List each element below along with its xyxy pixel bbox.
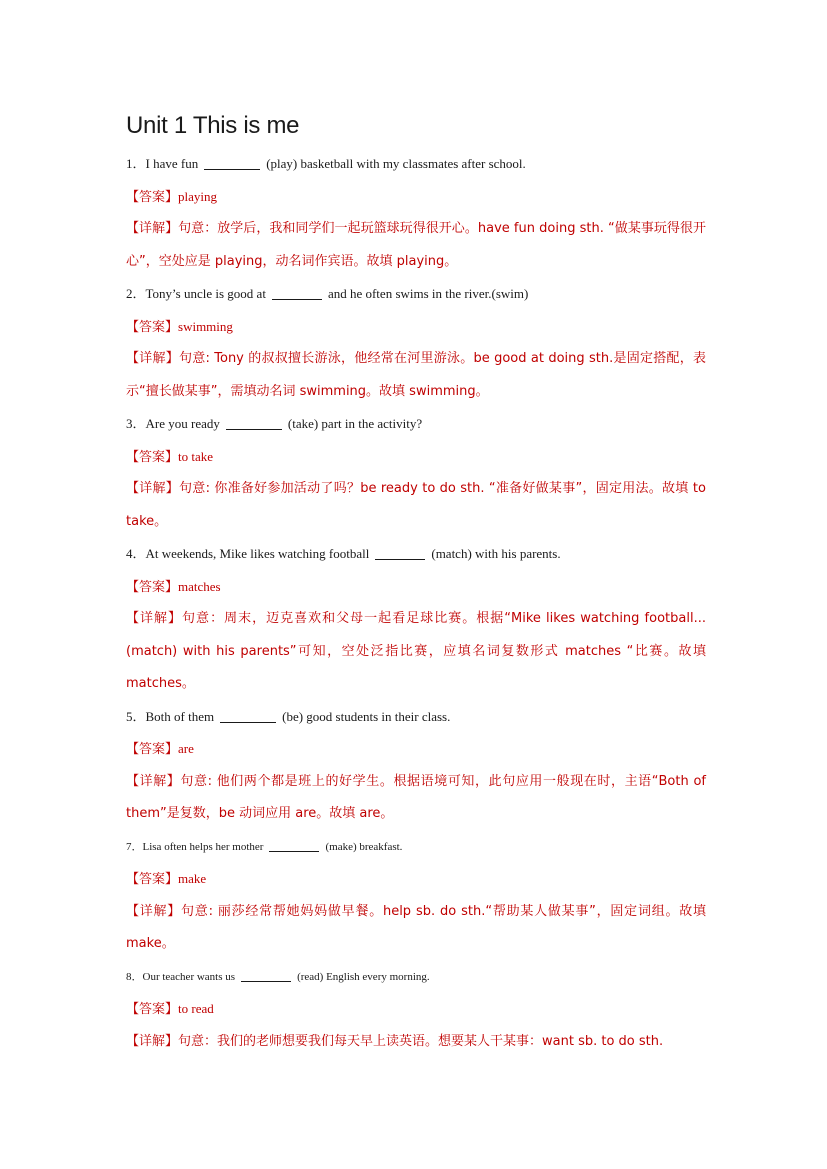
detail-tag: 【详解】 bbox=[126, 903, 182, 919]
question-text-before: I have fun bbox=[145, 156, 199, 171]
answer-3 bbox=[126, 441, 706, 474]
detail-text: 句意: 丽莎经常帮她妈妈做早餐。help sb. do sth.“帮助某人做某事”，固定词组。故填 make。 bbox=[126, 903, 706, 951]
question-text-before: Our teacher wants us bbox=[142, 970, 236, 983]
answer-blank bbox=[269, 837, 319, 852]
answer-blank bbox=[220, 708, 276, 723]
question-number: 8． bbox=[126, 970, 143, 983]
detail-5 bbox=[126, 766, 706, 831]
detail-tag: 【详解】 bbox=[126, 1033, 179, 1049]
question-text-before: Are you ready bbox=[145, 416, 220, 431]
detail-8 bbox=[126, 1026, 706, 1059]
answer-tag: 【答案】 bbox=[126, 872, 179, 887]
detail-3 bbox=[126, 473, 706, 538]
answer-value: to read bbox=[178, 1001, 214, 1016]
answer-blank bbox=[375, 545, 425, 560]
unit-title: Unit 1 This is me bbox=[126, 110, 706, 142]
answer-value: matches bbox=[178, 578, 221, 594]
detail-text: 句意：周末，迈克喜欢和父母一起看足球比赛。根据“Mike likes watching football...(match) with his parents”可知，空处泛指比赛，应填名词复数形式 matches “比赛。故填 matches。 bbox=[126, 611, 706, 691]
question-number: 2． bbox=[126, 286, 146, 301]
detail-2 bbox=[126, 343, 706, 408]
question-number: 4． bbox=[126, 546, 146, 561]
answer-1 bbox=[126, 181, 706, 214]
question-8 bbox=[126, 961, 706, 994]
question-text-after: and he often swims in the river.(swim) bbox=[327, 286, 529, 301]
answer-value: make bbox=[178, 871, 207, 886]
answer-tag: 【答案】 bbox=[126, 319, 179, 335]
detail-1 bbox=[126, 213, 706, 278]
question-number: 1． bbox=[126, 156, 146, 171]
answer-value: are bbox=[178, 741, 194, 756]
detail-tag: 【详解】 bbox=[126, 773, 181, 789]
question-text-before: Lisa often helps her mother bbox=[142, 840, 264, 853]
answer-tag: 【答案】 bbox=[126, 579, 179, 595]
answer-tag: 【答案】 bbox=[126, 189, 179, 205]
detail-7 bbox=[126, 896, 706, 961]
question-text-before: Both of them bbox=[145, 708, 215, 724]
answer-value: to take bbox=[178, 448, 214, 464]
answer-blank bbox=[272, 285, 322, 300]
document-page bbox=[126, 110, 706, 1058]
detail-text: 句意：我们的老师想要我们每天早上读英语。想要某人干某事：want sb. to do sth. bbox=[178, 1033, 664, 1049]
answer-4 bbox=[126, 571, 706, 604]
question-text-before: Tony’s uncle is good at bbox=[145, 286, 266, 301]
question-5 bbox=[126, 701, 706, 734]
detail-tag: 【详解】 bbox=[126, 611, 183, 626]
question-1 bbox=[126, 148, 706, 181]
question-text-after: (make) breakfast. bbox=[325, 840, 403, 853]
question-number: 3． bbox=[126, 416, 146, 431]
detail-text: 句意: Tony 的叔叔擅长游泳，他经常在河里游泳。be good at doing sth.是固定搭配，表示“擅长做某事”，需填动名词 swimming。故填 swimming。 bbox=[126, 351, 706, 399]
question-text-after: (take) part in the activity? bbox=[287, 416, 423, 431]
detail-tag: 【详解】 bbox=[126, 481, 180, 496]
answer-blank bbox=[204, 155, 260, 170]
detail-text: 句意: 他们两个都是班上的好学生。根据语境可知，此句应用一般现在时，主语“Both of them”是复数，be 动词应用 are。故填 are。 bbox=[126, 773, 706, 821]
question-3 bbox=[126, 408, 706, 441]
question-text-after: (match) with his parents. bbox=[431, 546, 561, 561]
answer-5 bbox=[126, 733, 706, 766]
answer-value: playing bbox=[178, 188, 218, 204]
detail-tag: 【详解】 bbox=[126, 351, 179, 366]
question-4 bbox=[126, 538, 706, 571]
question-text-after: (play) basketball with my classmates after school. bbox=[266, 156, 526, 171]
detail-4 bbox=[126, 603, 706, 701]
question-number: 5． bbox=[126, 708, 146, 724]
answer-2 bbox=[126, 311, 706, 344]
question-text-before: At weekends, Mike likes watching football bbox=[145, 546, 370, 561]
answer-blank bbox=[226, 415, 282, 430]
detail-text: 句意: 你准备好参加活动了吗？be ready to do sth. “准备好做某事”，固定用法。故填 to take。 bbox=[126, 481, 706, 529]
detail-text: 句意：放学后，我和同学们一起玩篮球玩得很开心。have fun doing sth. “做某事玩得很开心”，空处应是 playing，动名词作宾语。故填 playing。 bbox=[126, 221, 706, 269]
question-text-after: (read) English every morning. bbox=[297, 970, 430, 983]
answer-blank bbox=[241, 967, 291, 982]
answer-7 bbox=[126, 863, 706, 896]
question-7 bbox=[126, 831, 706, 864]
question-text-after: (be) good students in their class. bbox=[282, 708, 451, 724]
answer-tag: 【答案】 bbox=[126, 1002, 179, 1017]
answer-value: swimming bbox=[178, 318, 233, 334]
question-2 bbox=[126, 278, 706, 311]
answer-8 bbox=[126, 993, 706, 1026]
question-number: 7． bbox=[126, 840, 143, 853]
answer-tag: 【答案】 bbox=[126, 449, 179, 465]
detail-tag: 【详解】 bbox=[126, 221, 179, 236]
answer-tag: 【答案】 bbox=[126, 742, 179, 757]
